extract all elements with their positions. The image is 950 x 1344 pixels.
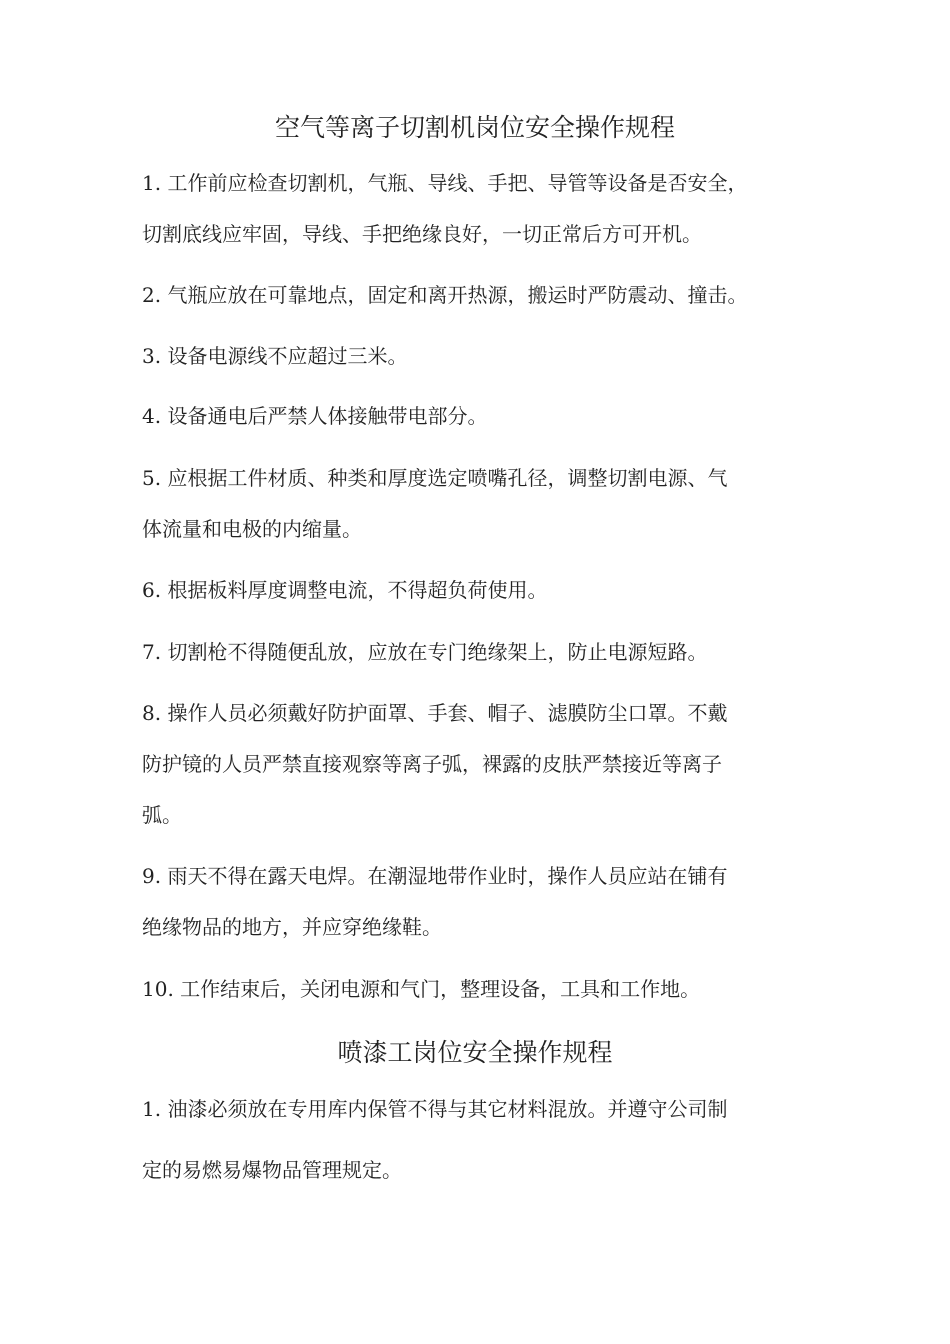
list-item-line: 3. 设备电源线不应超过三米。 (142, 344, 408, 368)
list-item-line: 7. 切割枪不得随便乱放，应放在专门绝缘架上，防止电源短路。 (142, 640, 708, 664)
list-item-line: 10. 工作结束后，关闭电源和气门，整理设备，工具和工作地。 (142, 977, 701, 1001)
list-item-line: 6. 根据板料厚度调整电流，不得超负荷使用。 (142, 578, 548, 602)
list-item-line: 5. 应根据工件材质、种类和厚度选定喷嘴孔径，调整切割电源、气 (142, 466, 728, 490)
list-item-line: 1. 油漆必须放在专用库内保管不得与其它材料混放。并遵守公司制 (142, 1097, 728, 1121)
list-item-line: 切割底线应牢固，导线、手把绝缘良好，一切正常后方可开机。 (142, 222, 702, 246)
list-item-line: 2. 气瓶应放在可靠地点，固定和离开热源，搬运时严防震动、撞击。 (142, 283, 748, 307)
list-item-line: 定的易燃易爆物品管理规定。 (142, 1158, 402, 1182)
list-item-line: 8. 操作人员必须戴好防护面罩、手套、帽子、滤膜防尘口罩。不戴 (142, 701, 728, 725)
list-item-line: 9. 雨天不得在露天电焊。在潮湿地带作业时，操作人员应站在铺有 (142, 864, 728, 888)
list-item-line: 4. 设备通电后严禁人体接触带电部分。 (142, 404, 488, 428)
section-title-plasma-cutter: 空气等离子切割机岗位安全操作规程 (274, 113, 675, 142)
list-item-line: 绝缘物品的地方，并应穿绝缘鞋。 (142, 915, 442, 939)
list-item-line: 1. 工作前应检查切割机，气瓶、导线、手把、导管等设备是否安全， (142, 171, 748, 195)
list-item-line: 体流量和电极的内缩量。 (142, 517, 362, 541)
list-item-line: 弧。 (142, 803, 182, 827)
section-title-spray-painter: 喷漆工岗位安全操作规程 (337, 1038, 613, 1067)
list-item-line: 防护镜的人员严禁直接观察等离子弧，裸露的皮肤严禁接近等离子 (142, 752, 722, 776)
